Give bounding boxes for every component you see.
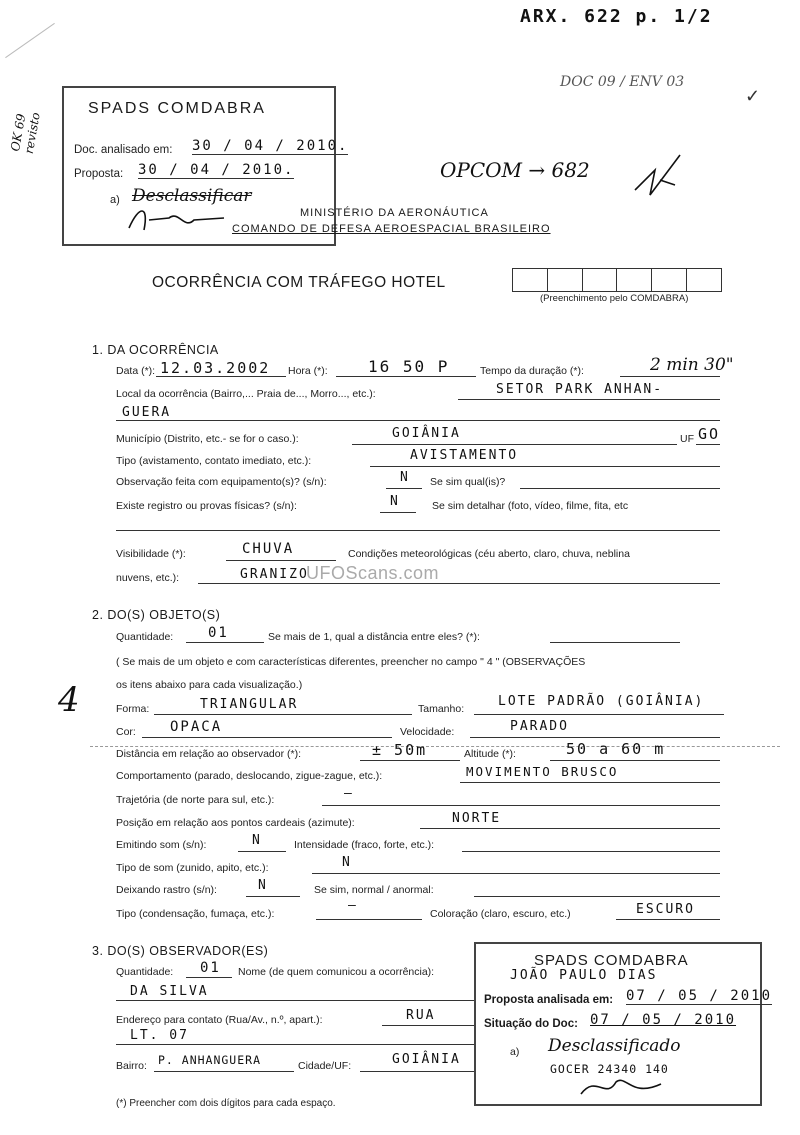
local-label: Local da ocorrência (Bairro,... Praia de..., Morro..., etc.): — [116, 388, 376, 400]
tamanho-label: Tamanho: — [418, 703, 465, 715]
spads-stamp-top — [62, 86, 349, 246]
quantidade-objetos-label: Quantidade: — [116, 631, 174, 643]
nuvens-value: GRANIZO — [240, 567, 309, 582]
coloracao-value: ESCURO — [636, 902, 695, 917]
nome-label: Nome (de quem comunicou a ocorrência): — [238, 966, 435, 978]
local-value-continued: GUERA — [122, 405, 172, 420]
rastro-label: Deixando rastro (s/n): — [116, 884, 217, 896]
bottom-signature-label: a) — [510, 1046, 520, 1058]
margin-note: OK 69 revisto — [8, 111, 43, 155]
duracao-value: 2 min 30" — [650, 355, 734, 375]
distancia-entre-label: Se mais de 1, qual a distância entre eles? (*): — [268, 631, 480, 643]
tipo-value: AVISTAMENTO — [410, 448, 519, 463]
cidade-value: GOIÂNIA — [392, 1052, 461, 1067]
objetos-note-2: os itens abaixo para cada visualização.) — [116, 679, 303, 691]
rastro-value: N — [258, 878, 268, 893]
tipo-rastro-label: Tipo (condensação, fumaça, etc.): — [116, 908, 275, 920]
analisado-value: 30 / 04 / 2010. — [192, 138, 349, 154]
intensidade-label: Intensidade (fraco, forte, etc.): — [294, 839, 435, 851]
posicao-value: NORTE — [452, 811, 502, 826]
municipio-label: Município (Distrito, etc.- se for o caso.): — [116, 433, 299, 445]
comportamento-label: Comportamento (parado, deslocando, zigue-zague, etc.): — [116, 770, 383, 782]
cor-label: Cor: — [116, 726, 136, 738]
uf-value: GO — [698, 425, 721, 443]
proposta-value: 30 / 04 / 2010. — [138, 162, 295, 178]
check-mark: ✓ — [745, 86, 761, 106]
bottom-signature: Desclassificado — [548, 1036, 681, 1056]
trajetoria-label: Trajetória (de norte para sul, etc.): — [116, 794, 275, 806]
local-value: SETOR PARK ANHAN- — [496, 382, 664, 397]
trajetoria-value: — — [344, 786, 354, 801]
objetos-note-1: ( Se mais de um objeto e com características diferentes, preencher no campo " 4 " (OBSERVAÇÕES — [116, 656, 586, 668]
nome-value: JOÃO PAULO DIAS — [510, 968, 658, 983]
document-reference: DOC 09 / ENV 03 — [560, 74, 685, 90]
velocidade-value: PARADO — [510, 719, 569, 734]
data-label: Data (*): — [116, 365, 156, 377]
equip-qual-label: Se sim qual(is)? — [430, 476, 506, 488]
op-signature — [630, 150, 690, 200]
equip-label: Observação feita com equipamento(s)? (s/n): — [116, 476, 327, 488]
stamp-title: SPADS COMDABRA — [88, 100, 266, 117]
endereco-value: RUA — [406, 1008, 436, 1023]
tamanho-value: LOTE PADRÃO (GOIÂNIA) — [498, 694, 705, 709]
proposta-analisada-value: 07 / 05 / 2010 — [626, 988, 773, 1004]
nome-value-continued: DA SILVA — [130, 984, 209, 999]
stamp-signature: Desclassificar — [132, 186, 252, 206]
spads-stamp-bottom — [474, 942, 773, 1106]
cidade-label: Cidade/UF: — [298, 1060, 352, 1072]
command-name: COMANDO DE DEFESA AEROESPACIAL BRASILEIRO — [232, 223, 551, 235]
hora-label: Hora (*): — [288, 365, 328, 377]
section-3-heading: 3. DO(S) OBSERVADOR(ES) — [92, 944, 269, 958]
hora-value: 16 50 P — [368, 357, 450, 376]
bairro-label: Bairro: — [116, 1060, 147, 1072]
bottom-signature-scribble — [576, 1072, 666, 1102]
coloracao-label: Coloração (claro, escuro, etc.) — [430, 908, 571, 920]
ministry-name: MINISTÉRIO DA AERONÁUTICA — [300, 207, 489, 219]
bottom-stamp-title: SPADS COMDABRA — [534, 952, 689, 969]
stamp-signature-label: a) — [110, 194, 120, 206]
tipo-label: Tipo (avistamento, contato imediato, etc.): — [116, 455, 312, 467]
preenchimento-note: (Preenchimento pelo COMDABRA) — [540, 293, 689, 304]
footnote: (*) Preencher com dois dígitos para cada espaço. — [116, 1098, 336, 1109]
archive-reference: ARX. 622 p. 1/2 — [520, 6, 713, 27]
cor-value: OPACA — [170, 719, 223, 735]
form-title: OCORRÊNCIA COM TRÁFEGO HOTEL — [152, 274, 446, 291]
som-value: N — [252, 833, 262, 848]
tipo-som-value: N — [342, 855, 352, 870]
forma-label: Forma: — [116, 703, 150, 715]
registro-detail-label: Se sim detalhar (foto, vídeo, filme, fita, etc — [432, 500, 629, 512]
visibilidade-value: CHUVA — [242, 541, 295, 557]
registro-label: Existe registro ou provas físicas? (s/n): — [116, 500, 297, 512]
duracao-label: Tempo da duração (*): — [480, 365, 584, 377]
margin-mark-4: 4 — [58, 680, 80, 720]
municipio-value: GOIÂNIA — [392, 426, 461, 441]
rastro-normal-label: Se sim, normal / anormal: — [314, 884, 434, 896]
tipo-rastro-value: — — [348, 898, 358, 913]
registro-value: N — [390, 494, 400, 509]
signature-scribble — [124, 200, 234, 236]
endereco-value-continued: LT. 07 — [130, 1028, 189, 1043]
situacao-value: 07 / 05 / 2010 — [590, 1012, 737, 1028]
altitude-value: 50 a 60 m — [566, 740, 666, 758]
section-2-heading: 2. DO(S) OBJETO(S) — [92, 608, 221, 622]
equip-value: N — [400, 470, 410, 485]
data-value: 12.03.2002 — [160, 359, 271, 377]
distancia-value: ± 50m — [372, 741, 428, 759]
visibilidade-label: Visibilidade (*): — [116, 548, 186, 560]
endereco-label: Endereço para contato (Rua/Av., n.º, apart.): — [116, 1014, 323, 1026]
proposta-analisada-label: Proposta analisada em: — [484, 994, 614, 1006]
tipo-som-label: Tipo de som (zunido, apito, etc.): — [116, 862, 269, 874]
velocidade-label: Velocidade: — [400, 726, 455, 738]
comportamento-value: MOVIMENTO BRUSCO — [466, 764, 619, 779]
watermark: UFOScans.com — [306, 563, 440, 583]
section-1-heading: 1. DA OCORRÊNCIA — [92, 343, 219, 357]
opcom-note: OPCOM → 682 — [440, 158, 590, 182]
quantidade-observadores-label: Quantidade: — [116, 966, 174, 978]
som-label: Emitindo som (s/n): — [116, 839, 207, 851]
forma-value: TRIANGULAR — [200, 697, 299, 712]
analisado-label: Doc. analisado em: — [74, 144, 173, 156]
bairro-value: P. ANHANGUERA — [158, 1053, 262, 1067]
posicao-label: Posição em relação aos pontos cardeais (azimute): — [116, 817, 355, 829]
uf-label: UF — [680, 433, 694, 445]
situacao-label: Situação do Doc: — [484, 1018, 578, 1030]
distancia-label: Distância em relação ao observador (*): — [116, 748, 302, 760]
comdabra-boxes — [512, 268, 722, 292]
quantidade-observadores-value: 01 — [200, 960, 221, 976]
signer-id: GOCER 24340 140 — [550, 1062, 669, 1076]
proposta-label: Proposta: — [74, 168, 124, 180]
condicoes-label: Condições meteorológicas (céu aberto, claro, chuva, neblina — [348, 548, 630, 560]
nuvens-label: nuvens, etc.): — [116, 572, 180, 584]
altitude-label: Altitude (*): — [464, 748, 516, 760]
quantidade-objetos-value: 01 — [208, 625, 229, 641]
